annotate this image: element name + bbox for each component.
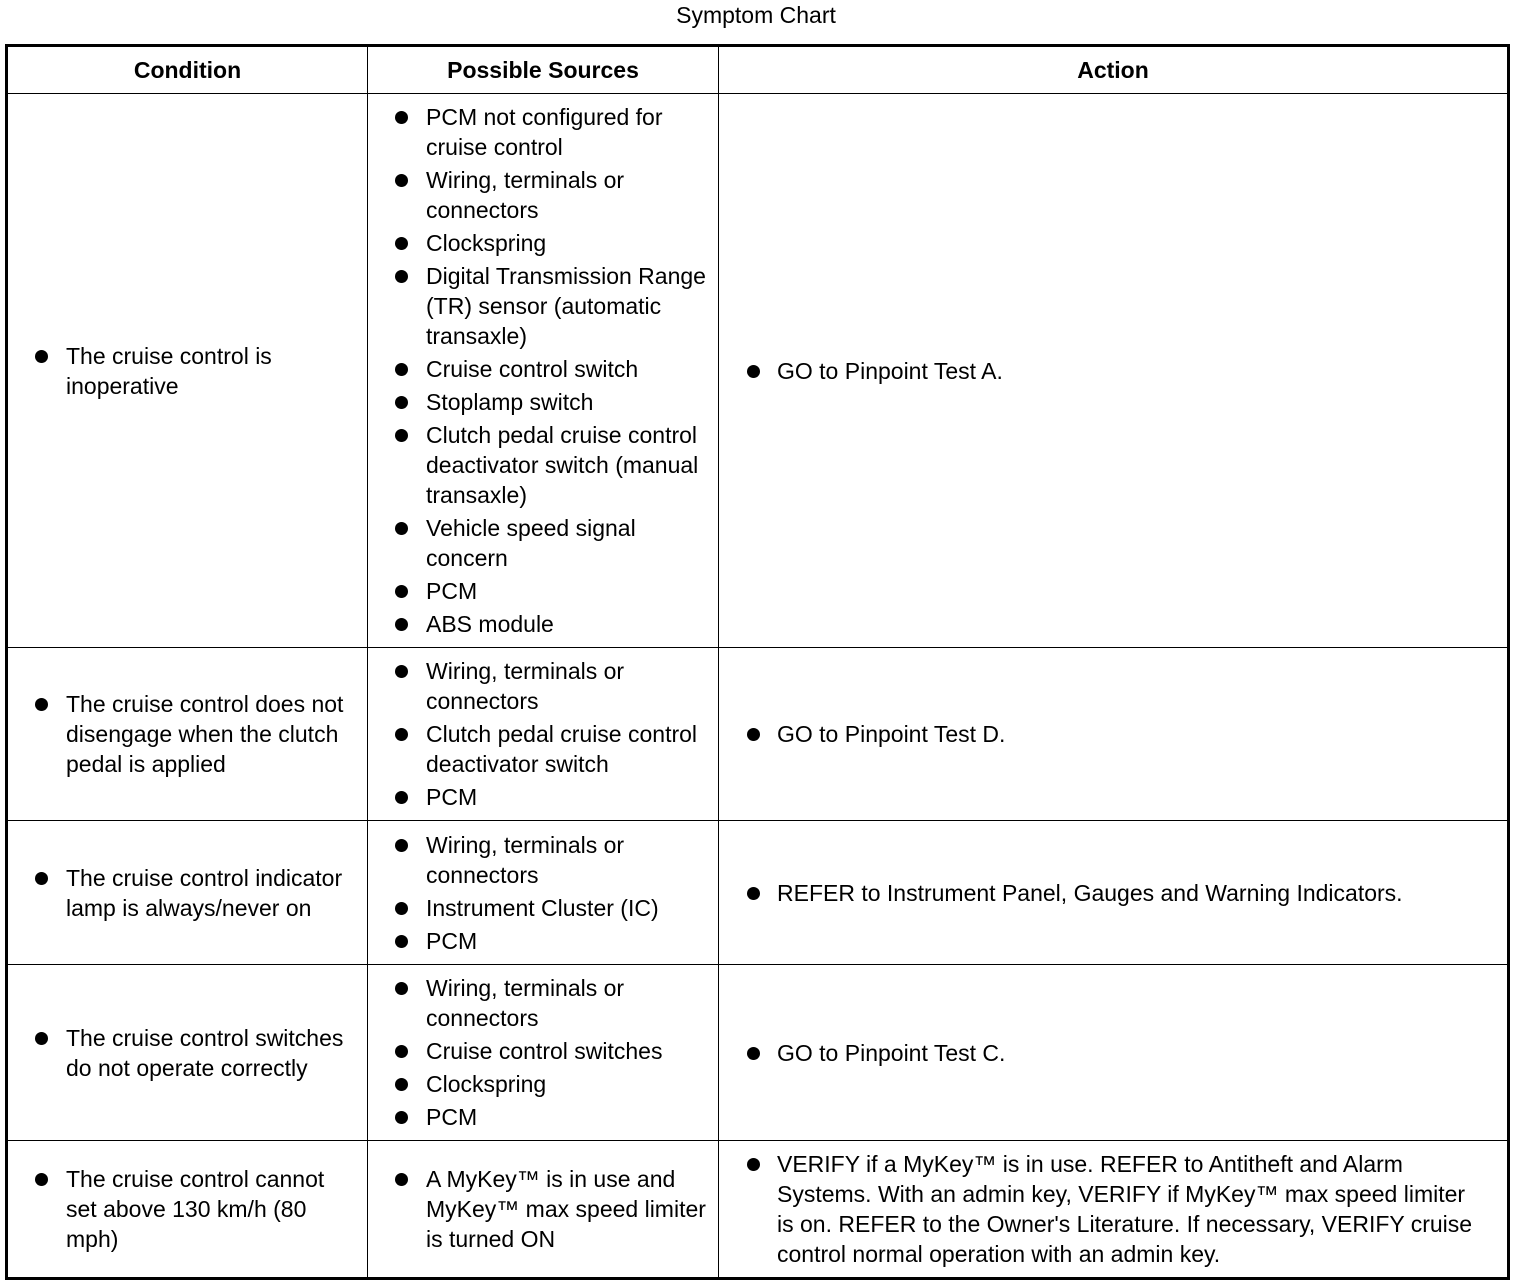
condition-text: The cruise control switches do not operate correctly (66, 1024, 344, 1081)
table-row (7, 94, 1509, 648)
source-text: Clockspring (426, 1071, 547, 1097)
condition-cell (7, 965, 368, 1141)
bullet-icon (747, 728, 760, 741)
list-item (8, 689, 359, 779)
bullet-icon (747, 365, 760, 378)
bullet-icon (395, 1173, 408, 1186)
bullet-icon (395, 363, 408, 376)
header-row (7, 46, 1509, 94)
source-text: Stoplamp switch (426, 389, 594, 415)
list-item (368, 387, 710, 417)
source-text: Wiring, terminals or connectors (426, 975, 625, 1031)
bullet-icon (395, 618, 408, 631)
list-item (719, 719, 1477, 749)
action-text: GO to Pinpoint Test D. (777, 721, 1006, 747)
bullet-icon (35, 698, 48, 711)
action-cell (719, 965, 1509, 1141)
bullet-icon (35, 350, 48, 363)
list-item (719, 1149, 1477, 1269)
sources-cell (368, 94, 719, 648)
condition-text: The cruise control indicator lamp is always/never on (66, 864, 343, 921)
list-item (8, 1164, 359, 1254)
bullet-icon (395, 728, 408, 741)
source-text: PCM (426, 927, 478, 954)
sources-cell (368, 1141, 719, 1279)
list-item (8, 863, 359, 923)
list-item (368, 782, 710, 812)
action-text: VERIFY if a MyKey™ is in use. REFER to Antitheft and Alarm Systems. With an admin key, VERIFY if MyKey™ max speed limiter is on. REFER to the Owner's Literature. If necessary, VERIFY cruise control normal operation with an admin key. (777, 1151, 1473, 1267)
list-item (368, 1164, 710, 1254)
list-item (368, 165, 710, 225)
bullet-icon (747, 887, 760, 900)
list-item (368, 261, 710, 351)
source-text: Clutch pedal cruise control deactivator switch (manual transaxle) (426, 422, 699, 508)
action-cell (719, 648, 1509, 821)
source-text: PCM not configured for cruise control (426, 104, 663, 160)
bullet-icon (747, 1158, 760, 1171)
list-item (8, 341, 359, 401)
action-cell (719, 94, 1509, 648)
column-header-action: Action (719, 46, 1509, 94)
sources-cell (368, 648, 719, 821)
list-item (8, 1023, 359, 1083)
bullet-icon (35, 1173, 48, 1186)
source-text: Cruise control switches (426, 1038, 663, 1064)
bullet-icon (395, 935, 408, 948)
source-text: Digital Transmission Range (TR) sensor (automatic transaxle) (426, 263, 706, 349)
source-text: Wiring, terminals or connectors (426, 167, 625, 223)
source-text: A MyKey™ is in use and MyKey™ max speed limiter is turned ON (426, 1166, 706, 1252)
bullet-icon (395, 111, 408, 124)
bullet-icon (395, 174, 408, 187)
source-text: Wiring, terminals or connectors (426, 831, 625, 888)
list-item (368, 893, 710, 923)
condition-cell (7, 1141, 368, 1279)
bullet-icon (35, 872, 48, 885)
bullet-icon (395, 982, 408, 995)
bullet-icon (395, 585, 408, 598)
bullet-icon (395, 270, 408, 283)
page-title: Symptom Chart (676, 2, 836, 28)
list-item (368, 830, 710, 890)
condition-cell (7, 94, 368, 648)
bullet-icon (395, 1045, 408, 1058)
bullet-icon (395, 522, 408, 535)
action-text: GO to Pinpoint Test C. (777, 1039, 1006, 1066)
symptom-chart-table (5, 44, 1510, 1280)
table-row (7, 648, 1509, 821)
list-item (368, 1102, 710, 1132)
list-item (719, 878, 1477, 908)
source-text: PCM (426, 1104, 478, 1130)
condition-text: The cruise control cannot set above 130 km/h (80 mph) (66, 1166, 325, 1252)
condition-text: The cruise control is inoperative (66, 342, 272, 399)
source-text: Vehicle speed signal concern (426, 515, 636, 571)
bullet-icon (395, 1111, 408, 1124)
action-cell (719, 1141, 1509, 1279)
column-header-sources: Possible Sources (368, 46, 719, 94)
condition-cell (7, 648, 368, 821)
source-text: Instrument Cluster (IC) (426, 894, 659, 921)
bullet-icon (747, 1047, 760, 1060)
bullet-icon (395, 1078, 408, 1091)
source-text: Cruise control switch (426, 356, 639, 382)
list-item (368, 926, 710, 956)
list-item (719, 356, 1477, 386)
bullet-icon (395, 237, 408, 250)
condition-cell (7, 821, 368, 965)
bullet-icon (35, 1032, 48, 1045)
action-text: REFER to Instrument Panel, Gauges and Warning Indicators. (777, 879, 1403, 906)
source-text: Clutch pedal cruise control deactivator switch (426, 721, 698, 777)
list-item (719, 1038, 1477, 1068)
bullet-icon (395, 665, 408, 678)
source-text: PCM (426, 578, 478, 604)
bullet-icon (395, 902, 408, 915)
table-row (7, 1141, 1509, 1279)
list-item (368, 576, 710, 606)
sources-cell (368, 821, 719, 965)
list-item (368, 354, 710, 384)
list-item (368, 719, 710, 779)
source-text: Clockspring (426, 230, 547, 256)
list-item (368, 1069, 710, 1099)
list-item (368, 513, 710, 573)
source-text: PCM (426, 784, 478, 810)
bullet-icon (395, 839, 408, 852)
source-text: ABS module (426, 611, 554, 637)
source-text: Wiring, terminals or connectors (426, 658, 625, 714)
list-item (368, 102, 710, 162)
bullet-icon (395, 429, 408, 442)
list-item (368, 973, 710, 1033)
list-item (368, 609, 710, 639)
table-row (7, 965, 1509, 1141)
list-item (368, 228, 710, 258)
action-text: GO to Pinpoint Test A. (777, 357, 1003, 384)
list-item (368, 1036, 710, 1066)
bullet-icon (395, 791, 408, 804)
sources-cell (368, 965, 719, 1141)
list-item (368, 656, 710, 716)
condition-text: The cruise control does not disengage when the clutch pedal is applied (66, 691, 344, 777)
bullet-icon (395, 396, 408, 409)
column-header-condition: Condition (7, 46, 368, 94)
list-item (368, 420, 710, 510)
table-row (7, 821, 1509, 965)
action-cell (719, 821, 1509, 965)
